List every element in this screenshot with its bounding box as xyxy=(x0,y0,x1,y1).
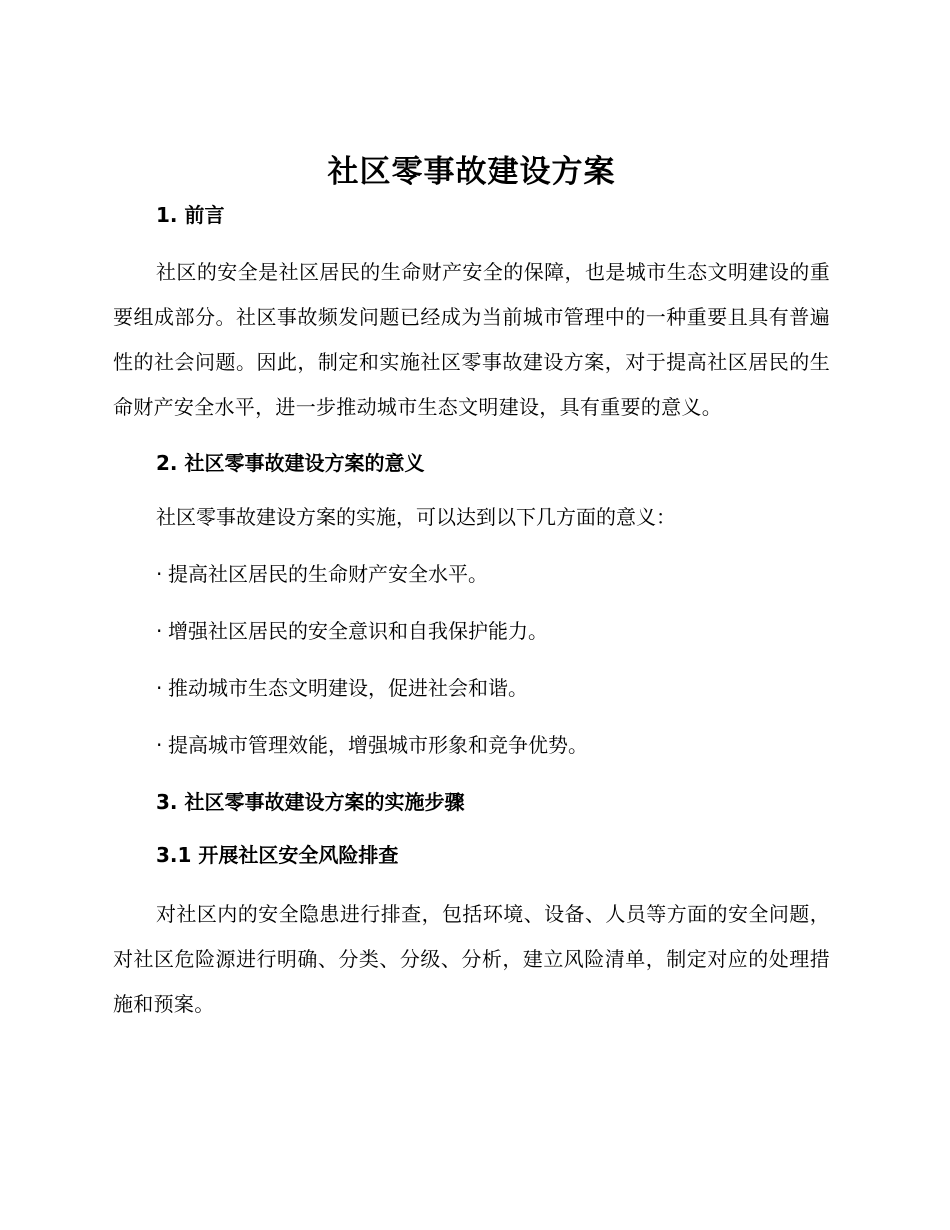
list-item-text: 提高社区居民的生命财产安全水平。 xyxy=(168,562,488,586)
list-item xyxy=(113,730,830,760)
list-item xyxy=(113,559,830,589)
section-heading-preface: 1. 前言 xyxy=(156,203,225,227)
subsection-heading-risk-check: 3.1 开展社区安全风险排查 xyxy=(156,843,399,867)
bullet-dot: · xyxy=(156,619,163,643)
bullet-dot: · xyxy=(156,562,163,586)
risk-check-paragraph: 对社区内的安全隐患进行排查，包括环境、设备、人员等方面的安全问题，对社区危险源进行明确、分类、分级、分析，建立风险清单，制定对应的处理措施和预案。 xyxy=(113,902,830,1016)
bullet-dot: · xyxy=(156,733,163,757)
bullet-dot: · xyxy=(156,676,163,700)
list-item-text: 推动城市生态文明建设，促进社会和谐。 xyxy=(168,676,528,700)
section-heading-steps: 3. 社区零事故建设方案的实施步骤 xyxy=(156,790,465,814)
list-item xyxy=(113,673,830,703)
significance-intro: 社区零事故建设方案的实施，可以达到以下几方面的意义： xyxy=(156,505,676,529)
list-item-text: 提高城市管理效能，增强城市形象和竞争优势。 xyxy=(168,733,588,757)
document-title: 社区零事故建设方案 xyxy=(327,154,616,190)
preface-paragraph: 社区的安全是社区居民的生命财产安全的保障，也是城市生态文明建设的重要组成部分。社区事故频发问题已经成为当前城市管理中的一种重要且具有普遍性的社会问题。因此，制定和实施社区零事故建设方案，对于提高社区居民的生命财产安全水平，进一步推动城市生态文明建设，具有重要的意义。 xyxy=(113,260,830,419)
list-item-text: 增强社区居民的安全意识和自我保护能力。 xyxy=(168,619,548,643)
section-heading-significance: 2. 社区零事故建设方案的意义 xyxy=(156,451,425,475)
list-item xyxy=(113,616,830,646)
